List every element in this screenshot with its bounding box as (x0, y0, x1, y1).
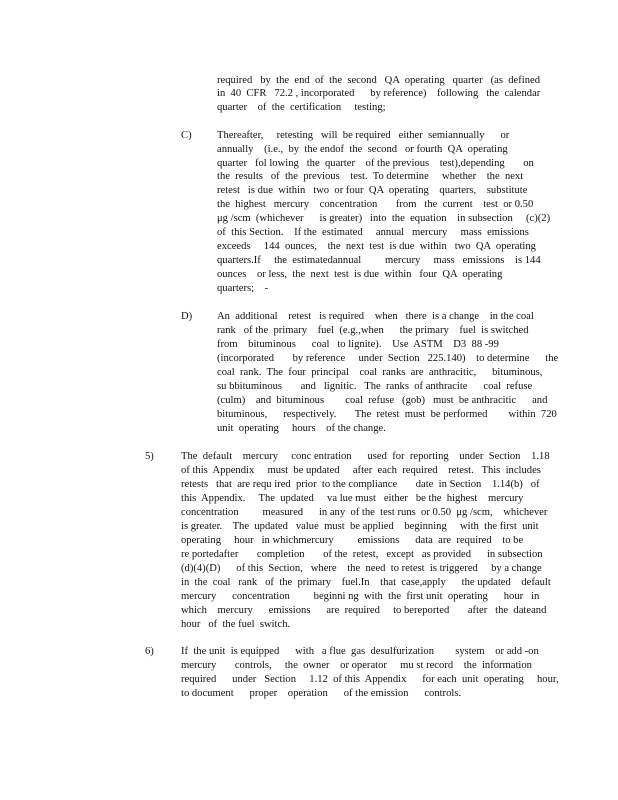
text-line: bituminous, respectively. The retest must be performed within 720 (217, 409, 557, 420)
text-line: the results of the previous test. To determine whether the next (217, 171, 524, 182)
text-line: quarter of the certification testing; (217, 102, 386, 113)
text-line: coal rank. The four principal coal ranks are anthracitic, bituminous, (217, 367, 543, 378)
text-line: mercury controls, the owner or operator mu st record the information (181, 660, 532, 671)
text-line: retest is due within two or four QA operating quarters, substitute (217, 185, 528, 196)
text-line: An additional retest is required when there is a change in the coal (217, 311, 534, 322)
text-line: is greater. The updated value must be applied beginning with the first unit (181, 521, 539, 532)
text-line: μg /scm (whichever is greater) into the equation in subsection (c)(2) (217, 213, 551, 224)
text-line: quarters; - (217, 283, 269, 294)
text-line: ounces or less, the next test is due within four QA operating (217, 269, 503, 280)
text-line: from bituminous coal to lignite). Use ASTM D3 88 -99 (217, 339, 499, 350)
text-line: su bbituminous and lignitic. The ranks of anthracite coal refuse (217, 381, 533, 392)
text-line: in 40 CFR 72.2 , incorporated by reference) following the calendar (217, 88, 541, 99)
text-line: which mercury emissions are required to bereported after the dateand (181, 605, 547, 616)
list-marker: 5) (145, 451, 154, 462)
text-line: in the coal rank of the primary fuel.In that case,apply the updated default (181, 577, 551, 588)
text-line: the highest mercury concentration from the current test or 0.50 (217, 199, 534, 210)
text-line: (d)(4)(D) of this Section, where the need to retest is triggered by a change (181, 563, 542, 574)
text-line: this Appendix. The updated va lue must either be the highest mercury (181, 493, 524, 504)
text-line: rank of the primary fuel (e.g.,when the primary fuel is switched (217, 325, 529, 336)
text-line: (culm) and bituminous coal refuse (gob) must be anthracitic and (217, 395, 548, 406)
text-line: of this Section. If the estimated annual mercury mass emissions (217, 227, 529, 238)
text-line: exceeds 144 ounces, the next test is due within two QA operating (217, 241, 536, 252)
list-marker: C) (181, 130, 192, 141)
text-line: quarters.If the estimatedannual mercury mass emissions is 144 (217, 255, 541, 266)
text-line: re portedafter completion of the retest, except as provided in subsection (181, 549, 543, 560)
text-line: required by the end of the second QA operating quarter (as defined (217, 75, 541, 86)
text-line: required under Section 1.12 of this Appendix for each unit operating hour, (181, 674, 559, 685)
text-line: retests that are requ ired prior to the compliance date in Section 1.14(b) of (181, 479, 540, 490)
text-line: to document proper operation of the emission controls. (181, 688, 462, 699)
text-line: hour of the fuel switch. (181, 619, 291, 630)
text-line: (incorporated by reference under Section 225.140) to determine the (217, 353, 559, 364)
text-line: annually (i.e., by the endof the second or fourth QA operating (217, 144, 508, 155)
text-line: unit operating hours of the change. (217, 423, 386, 434)
list-marker: D) (181, 311, 193, 322)
text-line: of this Appendix must be updated after each required retest. This includes (181, 465, 541, 476)
text-line: mercury concentration beginni ng with the first unit operating hour in (181, 591, 540, 602)
list-marker: 6) (145, 646, 154, 657)
text-line: quarter fol lowing the quarter of the previous test),depending on (217, 158, 534, 169)
text-line: Thereafter, retesting will be required either semiannually or (217, 130, 510, 141)
text-line: concentration measured in any of the test runs or 0.50 μg /scm, whichever (181, 507, 548, 518)
text-line: If the unit is equipped with a flue gas desulfurization system or add -on (181, 646, 539, 657)
text-line: operating hour in whichmercury emissions data are required to be (181, 535, 524, 546)
text-line: The default mercury conc entration used for reporting under Section 1.18 (181, 451, 550, 462)
